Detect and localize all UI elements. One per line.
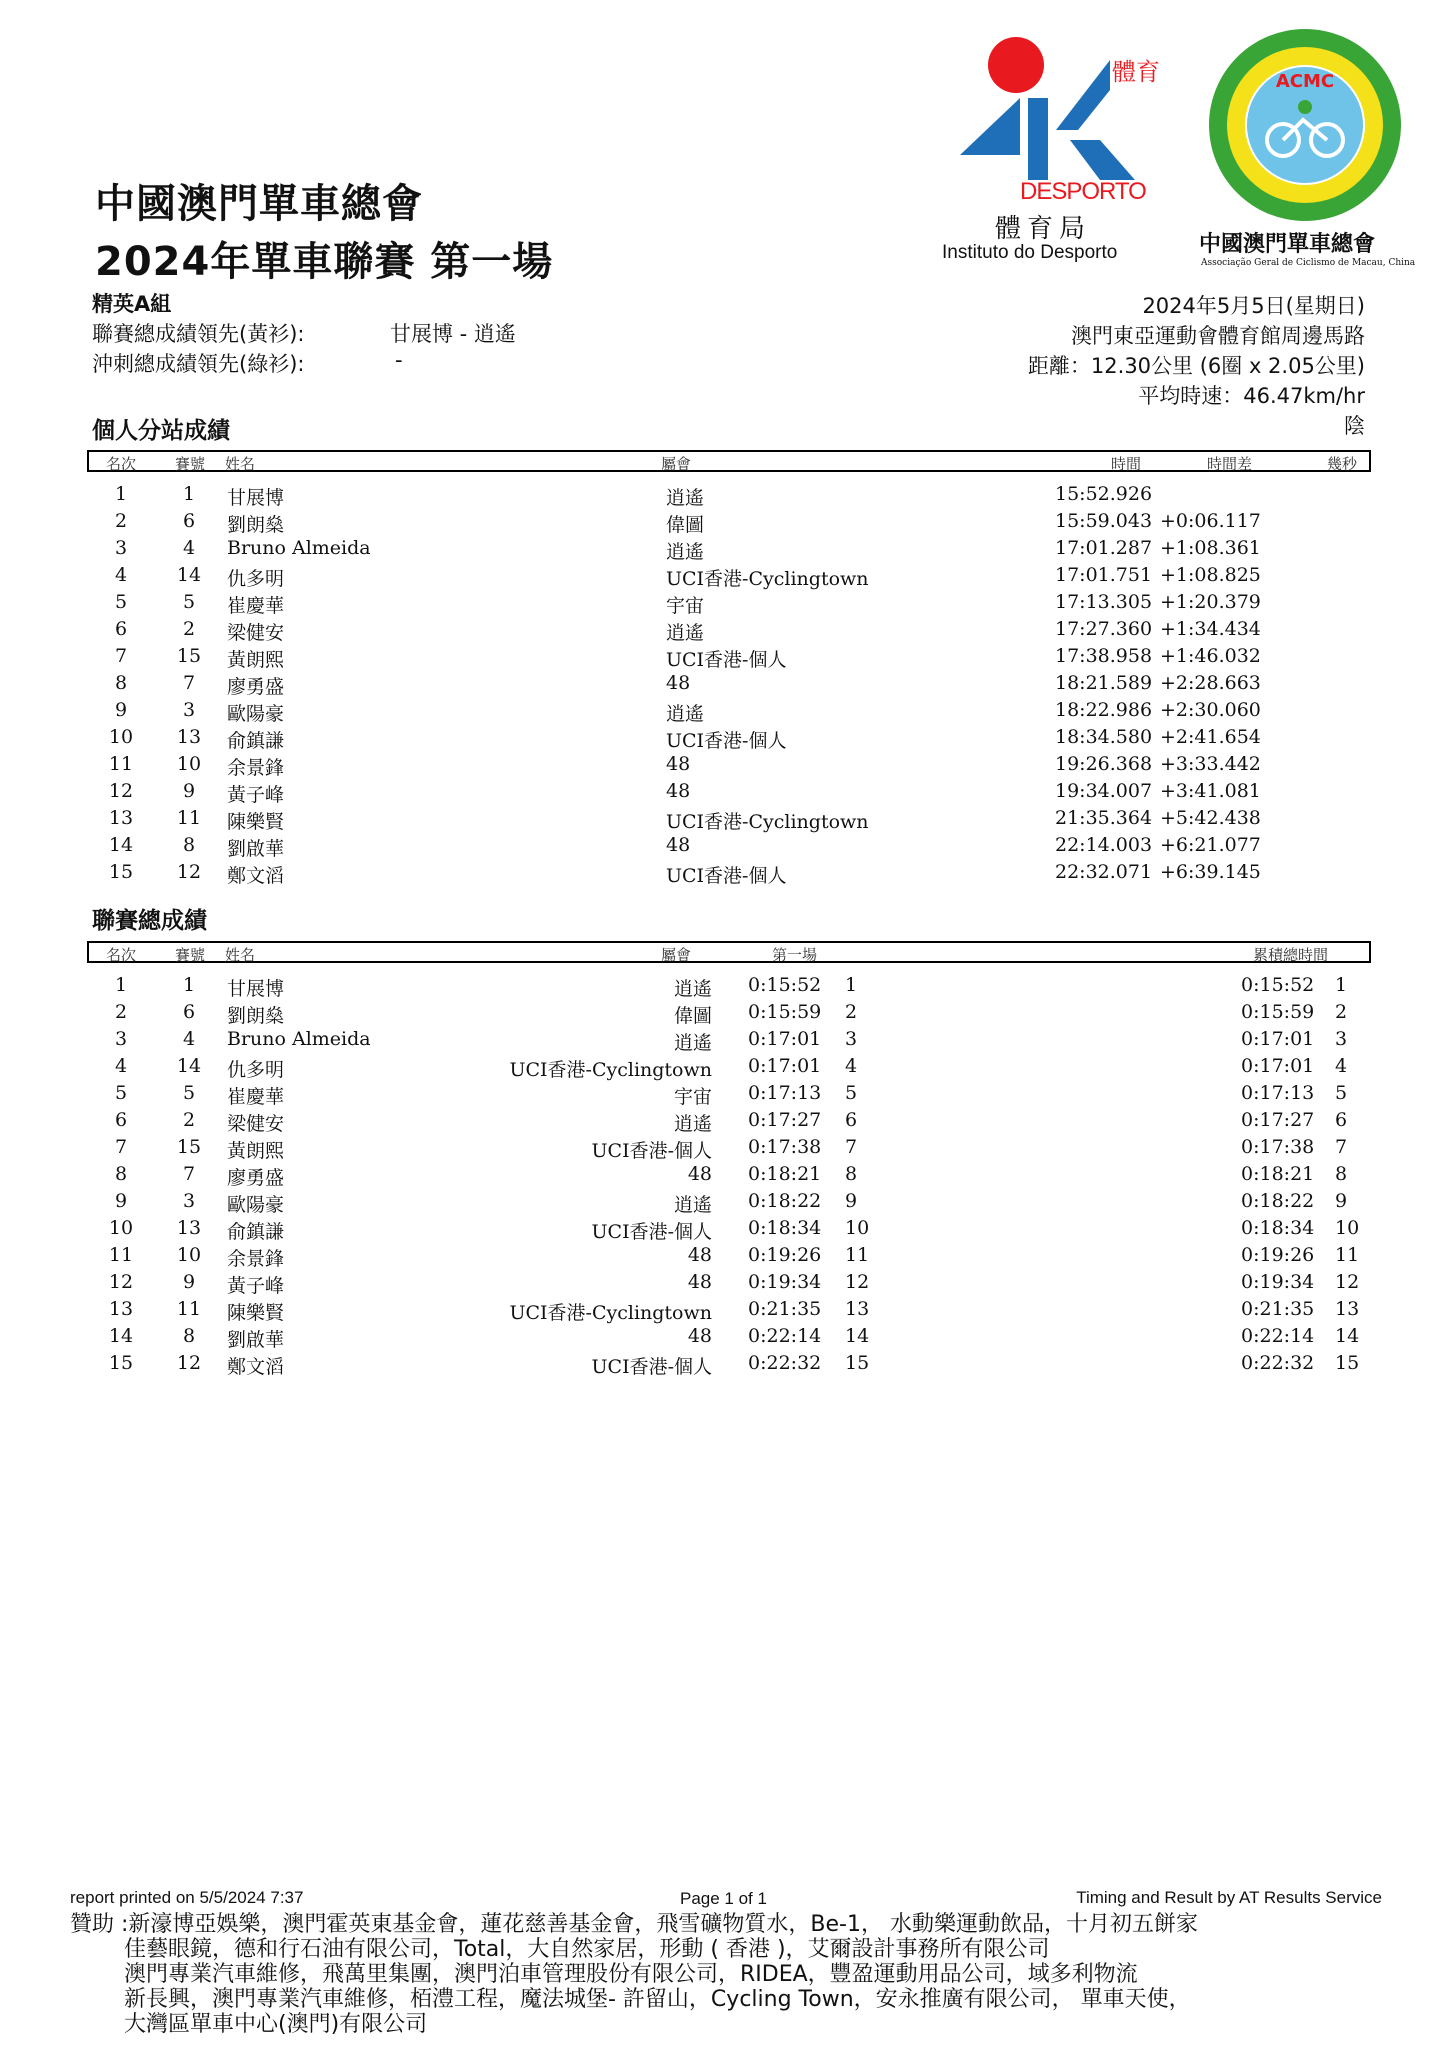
club-cell: 逍遙 <box>673 978 712 1000</box>
rank-cell: 10 <box>108 726 134 748</box>
round1-time-cell: 0:17:27 <box>748 1109 822 1131</box>
rider-name-cell: 余景鋒 <box>227 757 285 779</box>
round1-time-cell: 0:21:35 <box>748 1298 822 1320</box>
rider-name-cell: 劉朗燊 <box>227 514 285 536</box>
yellow-jersey-value: 甘展博 - 逍遙 <box>390 322 516 346</box>
total-position-cell: 8 <box>1335 1163 1348 1185</box>
rider-name-cell: Bruno Almeida <box>227 537 371 559</box>
sponsor-line: 澳門專業汽車維修，飛萬里集團，澳門泊車管理股份有限公司，RIDEA，豐盈運動用品公司，域多利物流 <box>124 1962 1138 1987</box>
round1-position-cell: 14 <box>845 1325 870 1347</box>
gap-cell: +1:08.361 <box>1160 537 1261 559</box>
rank-cell: 2 <box>114 1001 128 1023</box>
rank-cell: 6 <box>114 1109 128 1131</box>
time-cell: 15:52.926 <box>1055 483 1153 505</box>
col-club: 屬會 <box>661 455 692 473</box>
table-row <box>0 591 1448 618</box>
table-row <box>0 645 1448 672</box>
desporto-name-cn: 體育局 <box>995 214 1092 244</box>
bib-cell: 12 <box>176 1352 202 1374</box>
round1-position-cell: 10 <box>845 1217 870 1239</box>
club-cell: 逍遙 <box>666 622 705 644</box>
table-row <box>0 699 1448 726</box>
sponsor-list <box>70 1912 1198 2037</box>
time-cell: 17:13.305 <box>1055 591 1153 613</box>
rank-cell: 3 <box>114 1028 128 1050</box>
total-position-cell: 5 <box>1335 1082 1348 1104</box>
round1-position-cell: 15 <box>845 1352 870 1374</box>
total-time-cell: 0:21:35 <box>1241 1298 1315 1320</box>
club-cell: 48 <box>666 672 691 694</box>
total-position-cell: 15 <box>1335 1352 1360 1374</box>
bib-cell: 4 <box>182 537 196 559</box>
yellow-jersey-label: 聯賽總成績領先(黃衫): <box>92 322 305 346</box>
rank-cell: 5 <box>114 591 128 613</box>
bib-cell: 7 <box>182 672 196 694</box>
overall-results-title: 聯賽總成績 <box>92 908 207 934</box>
table-row <box>0 726 1448 753</box>
round1-time-cell: 0:22:32 <box>748 1352 822 1374</box>
round1-time-cell: 0:19:26 <box>748 1244 822 1266</box>
rider-name-cell: 甘展博 <box>227 978 285 1000</box>
club-cell: 48 <box>687 1271 712 1293</box>
round1-time-cell: 0:15:52 <box>748 974 822 996</box>
club-cell: UCI香港-個人 <box>666 865 787 887</box>
total-time-cell: 0:15:52 <box>1241 974 1315 996</box>
time-cell: 18:22.986 <box>1055 699 1153 721</box>
club-cell: 逍遙 <box>673 1113 712 1135</box>
table-row <box>0 483 1448 510</box>
total-time-cell: 0:17:13 <box>1241 1082 1315 1104</box>
rider-name-cell: 廖勇盛 <box>227 1167 285 1189</box>
bib-cell: 3 <box>182 1190 196 1212</box>
rank-cell: 9 <box>114 699 128 721</box>
race-distance: 距離：12.30公里 (6圈 x 2.05公里) <box>1027 354 1365 378</box>
bib-cell: 5 <box>182 591 196 613</box>
desporto-name-pt: Instituto do Desporto <box>942 242 1118 263</box>
round1-time-cell: 0:17:01 <box>748 1055 822 1077</box>
club-cell: UCI香港-個人 <box>591 1140 712 1162</box>
col-name: 姓名 <box>225 946 256 964</box>
rank-cell: 7 <box>114 1136 128 1158</box>
bib-cell: 14 <box>176 564 202 586</box>
round1-time-cell: 0:18:34 <box>748 1217 822 1239</box>
bib-cell: 7 <box>182 1163 196 1185</box>
club-cell: UCI香港-Cyclingtown <box>509 1302 712 1324</box>
rank-cell: 11 <box>108 753 134 775</box>
table-row <box>0 1244 1448 1271</box>
rank-cell: 1 <box>114 974 128 996</box>
total-time-cell: 0:19:26 <box>1241 1244 1315 1266</box>
col-bib: 賽號 <box>175 455 206 473</box>
bib-cell: 2 <box>182 618 196 640</box>
rider-name-cell: 鄭文滔 <box>227 1356 285 1378</box>
gap-cell: +3:33.442 <box>1160 753 1261 775</box>
table-row <box>0 672 1448 699</box>
table-row <box>0 1055 1448 1082</box>
gap-cell: +1:08.825 <box>1160 564 1261 586</box>
total-position-cell: 4 <box>1335 1055 1348 1077</box>
gap-cell: +3:41.081 <box>1160 780 1261 802</box>
stage-table-header <box>87 450 1371 472</box>
club-cell: UCI香港-個人 <box>591 1356 712 1378</box>
table-row <box>0 1217 1448 1244</box>
club-cell: 48 <box>687 1244 712 1266</box>
rank-cell: 8 <box>114 1163 128 1185</box>
round1-position-cell: 7 <box>845 1136 858 1158</box>
bib-cell: 8 <box>182 1325 196 1347</box>
report-printed: report printed on 5/5/2024 7:37 <box>70 1888 304 1907</box>
club-cell: 逍遙 <box>666 541 705 563</box>
rider-name-cell: 仇多明 <box>227 1059 285 1081</box>
round1-position-cell: 4 <box>845 1055 858 1077</box>
table-row <box>0 1298 1448 1325</box>
round1-time-cell: 0:17:38 <box>748 1136 822 1158</box>
round1-position-cell: 12 <box>845 1271 870 1293</box>
table-row <box>0 1001 1448 1028</box>
club-cell: 逍遙 <box>673 1194 712 1216</box>
rank-cell: 13 <box>108 807 134 829</box>
category-label: 精英A組 <box>92 292 172 316</box>
rider-name-cell: 劉啟華 <box>227 1329 285 1351</box>
club-cell: 48 <box>666 834 691 856</box>
col-round1: 第一場 <box>772 946 818 964</box>
bib-cell: 13 <box>176 1217 202 1239</box>
rider-name-cell: 黃朗熙 <box>227 1140 285 1162</box>
total-position-cell: 13 <box>1335 1298 1360 1320</box>
rider-name-cell: 梁健安 <box>227 622 285 644</box>
col-club: 屬會 <box>661 946 692 964</box>
acmc-name-cn: 中國澳門單車總會 <box>1199 231 1376 257</box>
club-cell: UCI香港-個人 <box>666 730 787 752</box>
bib-cell: 2 <box>182 1109 196 1131</box>
rider-name-cell: 崔慶華 <box>227 595 285 617</box>
club-cell: 偉圖 <box>666 514 705 536</box>
gap-cell: +6:21.077 <box>1160 834 1261 856</box>
table-row <box>0 1352 1448 1379</box>
gap-cell: +1:46.032 <box>1160 645 1261 667</box>
round1-time-cell: 0:17:01 <box>748 1028 822 1050</box>
rank-cell: 7 <box>114 645 128 667</box>
bib-cell: 6 <box>182 510 196 532</box>
table-row <box>0 564 1448 591</box>
race-date: 2024年5月5日(星期日) <box>1142 294 1365 318</box>
rank-cell: 10 <box>108 1217 134 1239</box>
col-rank: 名次 <box>106 946 137 964</box>
bib-cell: 5 <box>182 1082 196 1104</box>
rank-cell: 15 <box>108 861 134 883</box>
table-row <box>0 834 1448 861</box>
col-bib: 賽號 <box>175 946 206 964</box>
total-position-cell: 14 <box>1335 1325 1360 1347</box>
gap-cell: +1:20.379 <box>1160 591 1261 613</box>
gap-cell: +1:34.434 <box>1160 618 1261 640</box>
club-cell: 宇宙 <box>673 1086 712 1108</box>
club-cell: UCI香港-Cyclingtown <box>666 811 869 833</box>
average-speed: 平均時速：46.47km/hr <box>1138 384 1365 408</box>
gap-cell: +2:30.060 <box>1160 699 1261 721</box>
sponsor-line: 佳藝眼鏡，德和行石油有限公司，Total，大自然家居，形動 ( 香港 )，艾爾設計事務所有限公司 <box>124 1937 1050 1962</box>
bib-cell: 12 <box>176 861 202 883</box>
rank-cell: 1 <box>114 483 128 505</box>
club-cell: 宇宙 <box>666 595 705 617</box>
gap-cell: +0:06.117 <box>1160 510 1261 532</box>
gap-cell: +5:42.438 <box>1160 807 1261 829</box>
timing-credit: Timing and Result by AT Results Service <box>1076 1888 1382 1907</box>
total-position-cell: 10 <box>1335 1217 1360 1239</box>
round1-time-cell: 0:18:22 <box>748 1190 822 1212</box>
total-position-cell: 12 <box>1335 1271 1360 1293</box>
total-position-cell: 7 <box>1335 1136 1348 1158</box>
document-title-line2: 2024年單車聯賽 第一場 <box>95 239 554 285</box>
total-time-cell: 0:18:21 <box>1241 1163 1315 1185</box>
round1-position-cell: 6 <box>845 1109 858 1131</box>
time-cell: 22:14.003 <box>1055 834 1153 856</box>
club-cell: 逍遙 <box>673 1032 712 1054</box>
rider-name-cell: 甘展博 <box>227 487 285 509</box>
table-row <box>0 1190 1448 1217</box>
total-time-cell: 0:19:34 <box>1241 1271 1315 1293</box>
table-row <box>0 510 1448 537</box>
club-cell: UCI香港-Cyclingtown <box>509 1059 712 1081</box>
stage-results-title: 個人分站成績 <box>92 418 230 444</box>
table-row <box>0 1271 1448 1298</box>
rank-cell: 12 <box>108 1271 134 1293</box>
rider-name-cell: 梁健安 <box>227 1113 285 1135</box>
club-cell: 48 <box>666 753 691 775</box>
total-time-cell: 0:18:22 <box>1241 1190 1315 1212</box>
rider-name-cell: 歐陽豪 <box>227 703 285 725</box>
total-time-cell: 0:22:14 <box>1241 1325 1315 1347</box>
bib-cell: 15 <box>176 1136 202 1158</box>
bib-cell: 10 <box>176 1244 202 1266</box>
total-time-cell: 0:17:01 <box>1241 1055 1315 1077</box>
rank-cell: 13 <box>108 1298 134 1320</box>
rank-cell: 14 <box>108 1325 134 1347</box>
rank-cell: 9 <box>114 1190 128 1212</box>
rider-name-cell: 劉啟華 <box>227 838 285 860</box>
rider-name-cell: 仇多明 <box>227 568 285 590</box>
rank-cell: 6 <box>114 618 128 640</box>
round1-time-cell: 0:19:34 <box>748 1271 822 1293</box>
rank-cell: 14 <box>108 834 134 856</box>
total-position-cell: 6 <box>1335 1109 1348 1131</box>
rank-cell: 2 <box>114 510 128 532</box>
rank-cell: 3 <box>114 537 128 559</box>
overall-table-header <box>87 941 1371 963</box>
acmc-emblem-icon <box>1195 25 1415 225</box>
rider-name-cell: 俞鎮謙 <box>227 1221 285 1243</box>
club-cell: 48 <box>687 1325 712 1347</box>
page-number: Page 1 of 1 <box>680 1889 767 1908</box>
time-cell: 19:34.007 <box>1055 780 1153 802</box>
bib-cell: 15 <box>176 645 202 667</box>
table-row <box>0 974 1448 1001</box>
total-time-cell: 0:17:38 <box>1241 1136 1315 1158</box>
col-bonus: 幾秒 <box>1327 455 1358 473</box>
rider-name-cell: 陳樂賢 <box>227 1302 285 1324</box>
bib-cell: 3 <box>182 699 196 721</box>
round1-position-cell: 1 <box>845 974 858 996</box>
club-cell: UCI香港-個人 <box>591 1221 712 1243</box>
sponsor-line: 大灣區單車中心(澳門)有限公司 <box>124 2012 428 2037</box>
total-position-cell: 3 <box>1335 1028 1348 1050</box>
acmc-logo <box>1195 25 1415 275</box>
total-position-cell: 9 <box>1335 1190 1348 1212</box>
acmc-badge-text: ACMC <box>1275 71 1335 92</box>
rider-name-cell: 俞鎮謙 <box>227 730 285 752</box>
table-row <box>0 1082 1448 1109</box>
total-time-cell: 0:15:59 <box>1241 1001 1315 1023</box>
time-cell: 18:34.580 <box>1055 726 1153 748</box>
table-row <box>0 1109 1448 1136</box>
table-row <box>0 780 1448 807</box>
round1-position-cell: 2 <box>845 1001 858 1023</box>
bib-cell: 8 <box>182 834 196 856</box>
bib-cell: 10 <box>176 753 202 775</box>
col-total: 累積總時間 <box>1253 946 1329 964</box>
club-cell: 偉圖 <box>673 1005 712 1027</box>
table-row <box>0 1136 1448 1163</box>
gap-cell: +6:39.145 <box>1160 861 1261 883</box>
bib-cell: 6 <box>182 1001 196 1023</box>
col-time: 時間 <box>1111 455 1142 473</box>
rider-name-cell: 陳樂賢 <box>227 811 285 833</box>
time-cell: 17:27.360 <box>1055 618 1153 640</box>
bib-cell: 4 <box>182 1028 196 1050</box>
club-cell: 48 <box>666 780 691 802</box>
weather: 陰 <box>1344 414 1365 438</box>
rider-name-cell: 廖勇盛 <box>227 676 285 698</box>
round1-position-cell: 9 <box>845 1190 858 1212</box>
sponsor-line: 贊助 :新濠博亞娛樂，澳門霍英東基金會，蓮花慈善基金會，飛雪礦物質水，Be-1， 水動樂運動飲品，十月初五餅家 <box>70 1912 1198 1937</box>
table-row <box>0 861 1448 888</box>
rider-name-cell: 黃子峰 <box>227 1275 285 1297</box>
col-gap: 時間差 <box>1207 455 1253 473</box>
total-time-cell: 0:18:34 <box>1241 1217 1315 1239</box>
rider-name-cell: 歐陽豪 <box>227 1194 285 1216</box>
desporto-side-text: 體育 <box>1112 58 1160 86</box>
document-title-line1: 中國澳門單車總會 <box>95 181 423 227</box>
bib-cell: 14 <box>176 1055 202 1077</box>
bib-cell: 11 <box>176 807 202 829</box>
acmc-name-pt: Associação Geral de Ciclismo de Macau, China <box>1201 258 1416 268</box>
rank-cell: 4 <box>114 1055 128 1077</box>
green-jersey-value: - <box>395 348 403 372</box>
time-cell: 21:35.364 <box>1055 807 1153 829</box>
rank-cell: 8 <box>114 672 128 694</box>
rank-cell: 4 <box>114 564 128 586</box>
time-cell: 17:38.958 <box>1055 645 1153 667</box>
club-cell: 逍遙 <box>666 487 705 509</box>
green-jersey-label: 沖刺總成績領先(綠衫): <box>92 352 305 376</box>
rank-cell: 15 <box>108 1352 134 1374</box>
rank-cell: 12 <box>108 780 134 802</box>
rider-name-cell: 黃朗熙 <box>227 649 285 671</box>
table-row <box>0 807 1448 834</box>
time-cell: 17:01.287 <box>1055 537 1153 559</box>
time-cell: 15:59.043 <box>1055 510 1153 532</box>
total-time-cell: 0:17:01 <box>1241 1028 1315 1050</box>
race-venue: 澳門東亞運動會體育館周邊馬路 <box>1071 324 1365 348</box>
round1-position-cell: 5 <box>845 1082 858 1104</box>
total-position-cell: 1 <box>1335 974 1348 996</box>
time-cell: 19:26.368 <box>1055 753 1153 775</box>
club-cell: UCI香港-Cyclingtown <box>666 568 869 590</box>
club-cell: 逍遙 <box>666 703 705 725</box>
total-position-cell: 2 <box>1335 1001 1348 1023</box>
bib-cell: 11 <box>176 1298 202 1320</box>
time-cell: 17:01.751 <box>1055 564 1153 586</box>
gap-cell: +2:41.654 <box>1160 726 1261 748</box>
round1-time-cell: 0:22:14 <box>748 1325 822 1347</box>
rider-name-cell: 劉朗燊 <box>227 1005 285 1027</box>
col-rank: 名次 <box>106 455 137 473</box>
club-cell: UCI香港-個人 <box>666 649 787 671</box>
rank-cell: 11 <box>108 1244 134 1266</box>
total-position-cell: 11 <box>1335 1244 1360 1266</box>
rider-name-cell: 余景鋒 <box>227 1248 285 1270</box>
sponsor-line: 新長興，澳門專業汽車維修，栢澧工程，魔法城堡- 許留山，Cycling Town，安永推廣有限公司， 單車天使， <box>124 1987 1191 2012</box>
desporto-logo <box>942 30 1160 270</box>
desporto-brand: DESPORTO <box>1020 178 1146 205</box>
club-cell: 48 <box>687 1163 712 1185</box>
bib-cell: 9 <box>182 1271 196 1293</box>
rider-name-cell: 鄭文滔 <box>227 865 285 887</box>
bib-cell: 1 <box>182 483 196 505</box>
col-name: 姓名 <box>225 455 256 473</box>
round1-time-cell: 0:18:21 <box>748 1163 822 1185</box>
table-row <box>0 618 1448 645</box>
rank-cell: 5 <box>114 1082 128 1104</box>
bib-cell: 9 <box>182 780 196 802</box>
rider-name-cell: Bruno Almeida <box>227 1028 371 1050</box>
total-time-cell: 0:17:27 <box>1241 1109 1315 1131</box>
table-row <box>0 537 1448 564</box>
gap-cell: +2:28.663 <box>1160 672 1261 694</box>
time-cell: 18:21.589 <box>1055 672 1153 694</box>
table-row <box>0 753 1448 780</box>
round1-position-cell: 13 <box>845 1298 870 1320</box>
table-row <box>0 1325 1448 1352</box>
round1-position-cell: 8 <box>845 1163 858 1185</box>
table-row <box>0 1028 1448 1055</box>
round1-position-cell: 11 <box>845 1244 870 1266</box>
rider-name-cell: 崔慶華 <box>227 1086 285 1108</box>
round1-time-cell: 0:15:59 <box>748 1001 822 1023</box>
round1-position-cell: 3 <box>845 1028 858 1050</box>
total-time-cell: 0:22:32 <box>1241 1352 1315 1374</box>
bib-cell: 1 <box>182 974 196 996</box>
round1-time-cell: 0:17:13 <box>748 1082 822 1104</box>
rider-name-cell: 黃子峰 <box>227 784 285 806</box>
time-cell: 22:32.071 <box>1055 861 1153 883</box>
bib-cell: 13 <box>176 726 202 748</box>
table-row <box>0 1163 1448 1190</box>
